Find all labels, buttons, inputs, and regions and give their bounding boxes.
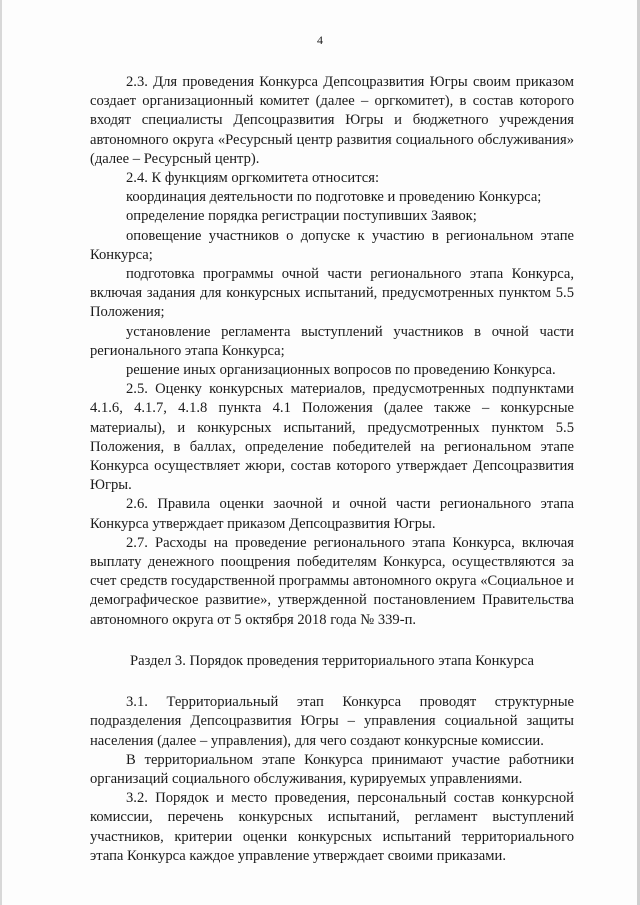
- paragraph-2-7: 2.7. Расходы на проведение регионального этапа Конкурса, включая выплату денежного поощрения победителям Конкурса, осуществляются за счет средств государственной программы автономного округа «Социальное и демографическое развитие», утвержденной постановлением Правительства автономного округа от 5 октября 2018 года № 339-п.: [90, 534, 574, 628]
- paragraph-3-1-participants: В территориальном этапе Конкурса принимают участие работники организаций социального обслуживания, курируемых управлениями.: [90, 751, 574, 787]
- list-item-program: подготовка программы очной части регионального этапа Конкурса, включая задания для конкурсных испытаний, предусмотренных пунктом 5.5 Положения;: [90, 266, 574, 321]
- paragraph-3-2: 3.2. Порядок и место проведения, персональный состав конкурсной комиссии, перечень конкурсных испытаний, регламент выступлений участников, критерии оценки конкурсных испытаний территориального этапа Конкурса каждое управление утверждает своими приказами.: [90, 790, 574, 864]
- page-number: 4: [317, 33, 323, 47]
- paragraph-2-6: 2.6. Правила оценки заочной и очной части регионального этапа Конкурса утверждает приказом Депсоцразвития Югры.: [90, 496, 574, 532]
- paragraph-2-4: 2.4. К функциям оргкомитета относится:: [126, 170, 379, 187]
- scan-edge-left: [0, 0, 2, 905]
- list-item-regulation: установление регламента выступлений участников в очной части регионального этапа Конкурса;: [90, 323, 574, 359]
- paragraph-2-3: 2.3. Для проведения Конкурса Депсоцразвития Югры своим приказом создает организационный комитет (далее – оргкомитет), в состав которого входят специалисты Депсоцразвития Югры и бюджетного учреждения автономного округа «Ресурсный центр развития социального обслуживания» (далее – Ресурсный центр).: [90, 74, 574, 167]
- list-item-coordination: координация деятельности по подготовке и проведению Конкурса;: [126, 189, 542, 206]
- paragraph-3-1: 3.1. Территориальный этап Конкурса проводят структурные подразделения Депсоцразвития Югры – управления социальной защиты населения (далее – управления), для чего создают конкурсные комиссии.: [90, 694, 574, 749]
- paragraph-2-5: 2.5. Оценку конкурсных материалов, предусмотренных подпунктами 4.1.6, 4.1.7, 4.1.8 пункта 4.1 Положения (далее также – конкурсные материалы), и конкурсных испытаний, предусмотренных пунктом 5.5 Положения, в баллах, определение победителей на региональном этапе Конкурса осуществляет жюри, состав которого утверждает Депсоцразвития Югры.: [90, 381, 574, 494]
- list-item-other: решение иных организационных вопросов по проведению Конкурса.: [126, 362, 556, 379]
- document-body: [90, 73, 574, 866]
- list-item-notification: оповещение участников о допуске к участию в региональном этапе Конкурса;: [90, 227, 574, 263]
- section-3-heading: Раздел 3. Порядок проведения территориального этапа Конкурса: [129, 652, 535, 669]
- list-item-registration: определение порядка регистрации поступивших Заявок;: [126, 208, 477, 225]
